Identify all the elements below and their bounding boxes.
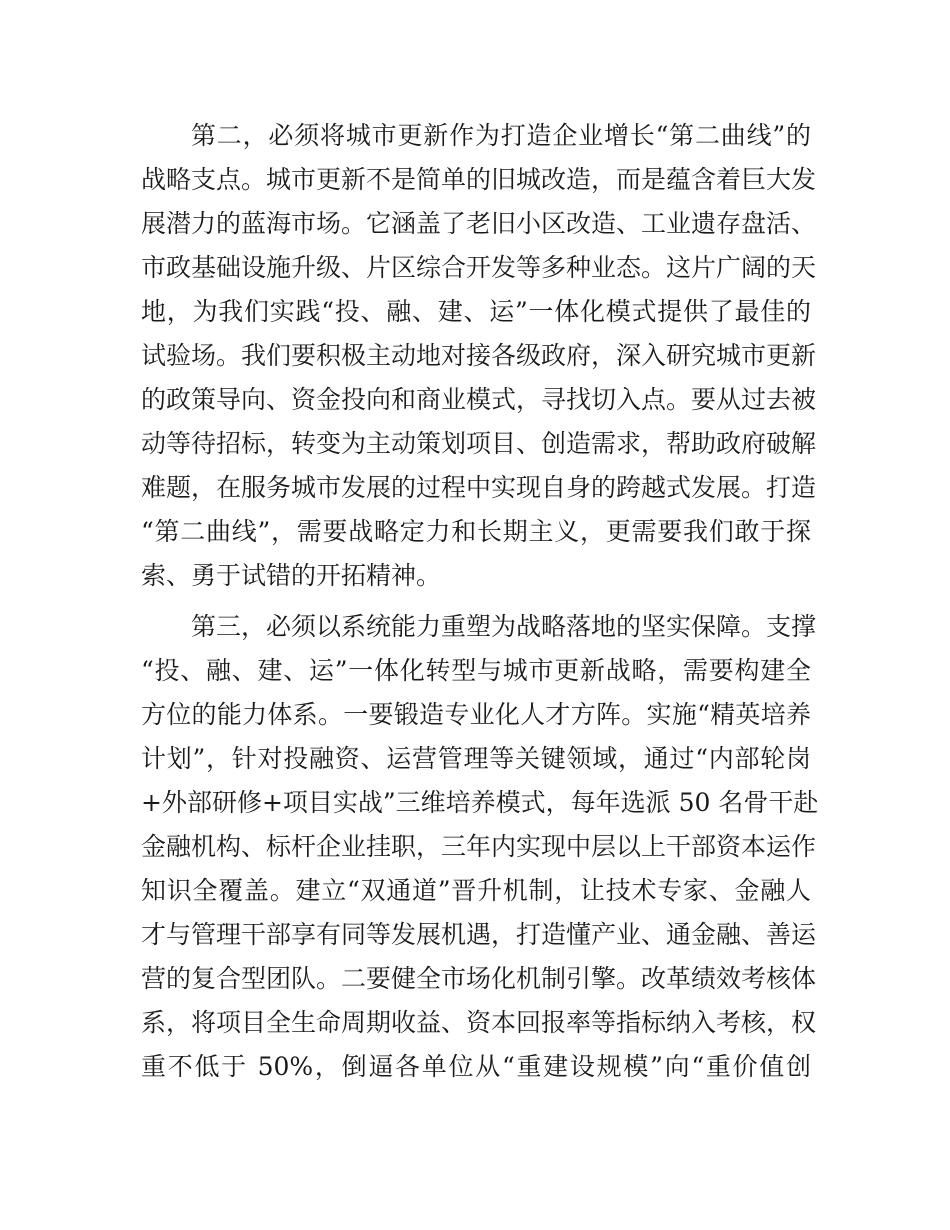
text-line: 战略支点。城市更新不是简单的旧城改造，而是蕴含着巨大发 (141, 165, 817, 194)
text-line: “第二曲线”，需要战略定力和长期主义，更需要我们敢于探 (141, 517, 811, 546)
text-line: 营的复合型团队。二要健全市场化机制引擎。改革绩效考核体 (141, 964, 817, 993)
text-line: 重不低于 50%，倒逼各单位从“重建设规模”向“重价值创 (141, 1052, 811, 1081)
text-line: 展潜力的蓝海市场。它涵盖了老旧小区改造、工业遗存盘活、 (141, 209, 817, 238)
paragraph-2 (141, 605, 819, 1095)
text-line: 地，为我们实践“投、融、建、运”一体化模式提供了最佳的 (141, 297, 811, 326)
text-line: 计划”，针对投融资、运营管理等关键领域，通过“内部轮岗 (141, 744, 811, 773)
text-line: 难题，在服务城市发展的过程中实现自身的跨越式发展。打造 (141, 473, 817, 502)
text-line: 金融机构、标杆企业挂职，三年内实现中层以上干部资本运作 (141, 832, 817, 861)
paragraph-1 (141, 114, 817, 604)
text-line: 动等待招标，转变为主动策划项目、创造需求，帮助政府破解 (141, 429, 817, 458)
text-line: 索、勇于试错的开拓精神。 (141, 561, 442, 590)
text-line: 第二，必须将城市更新作为打造企业增长“第二曲线”的 (191, 121, 811, 150)
text-line: 知识全覆盖。建立“双通道”晋升机制，让技术专家、金融人 (141, 876, 811, 905)
text-line: 试验场。我们要积极主动地对接各级政府，深入研究城市更新 (141, 341, 817, 370)
text-line: 第三，必须以系统能力重塑为战略落地的坚实保障。支撑 (191, 612, 817, 641)
text-line: “投、融、建、运”一体化转型与城市更新战略，需要构建全 (141, 656, 811, 685)
text-line: 方位的能力体系。一要锻造专业化人才方阵。实施“精英培养 (141, 700, 811, 729)
text-line: 的政策导向、资金投向和商业模式，寻找切入点。要从过去被 (141, 385, 817, 414)
text-line: 市政基础设施升级、片区综合开发等多种业态。这片广阔的天 (141, 253, 817, 282)
text-line: 系，将项目全生命周期收益、资本回报率等指标纳入考核，权 (141, 1008, 817, 1037)
text-line: 才与管理干部享有同等发展机遇，打造懂产业、通金融、善运 (141, 920, 817, 949)
text-line: +外部研修+项目实战”三维培养模式，每年选派 50 名骨干赴 (141, 788, 819, 817)
